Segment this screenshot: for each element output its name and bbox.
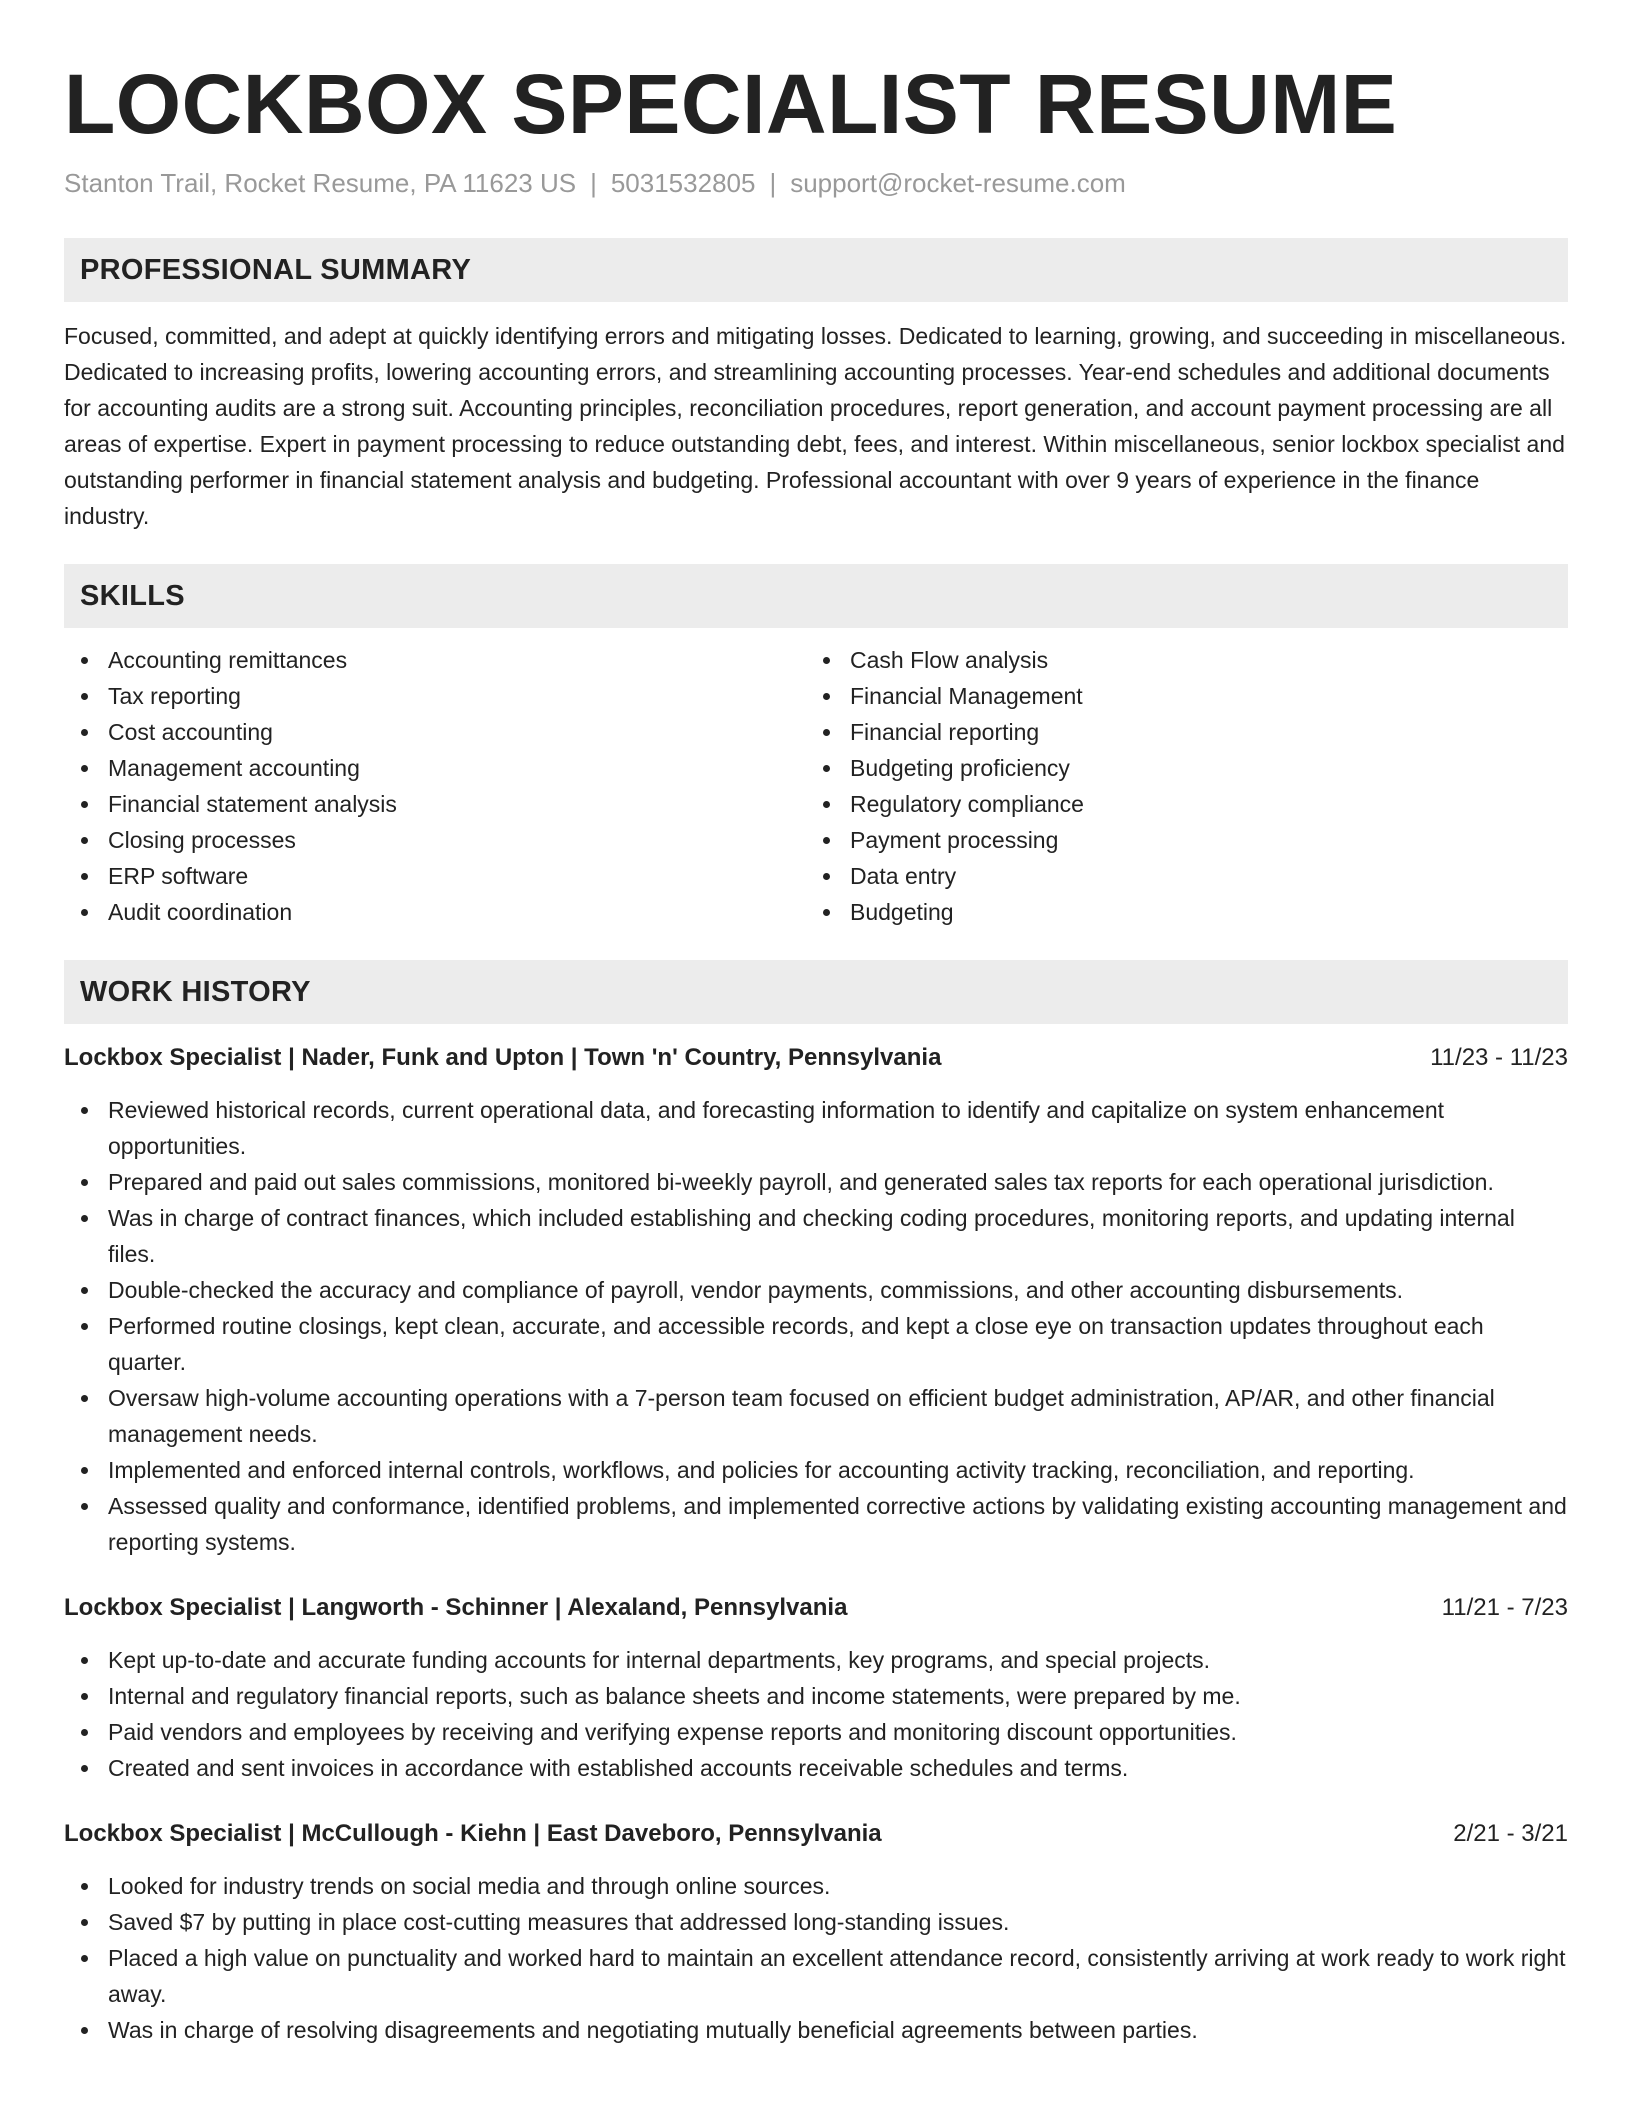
skill-item: Payment processing: [806, 822, 1548, 858]
skills-columns: [64, 642, 1568, 930]
job-bullet: Performed routine closings, kept clean, accurate, and accessible records, and kept a close eye on transaction updates throughout each quarter.: [64, 1308, 1568, 1380]
job-entry: [64, 1816, 1568, 2048]
job-bullet: Was in charge of contract finances, which included establishing and checking coding procedures, monitoring reports, and updating internal files.: [64, 1200, 1568, 1272]
work-history-heading: WORK HISTORY: [64, 960, 1568, 1024]
skill-item: Financial statement analysis: [64, 786, 806, 822]
job-bullet: Paid vendors and employees by receiving and verifying expense reports and monitoring discount opportunities.: [64, 1714, 1568, 1750]
job-bullet: Prepared and paid out sales commissions, monitored bi-weekly payroll, and generated sales tax reports for each operational jurisdiction.: [64, 1164, 1568, 1200]
job-bullet: Oversaw high-volume accounting operations with a 7-person team focused on efficient budget administration, AP/AR, and other financial management needs.: [64, 1380, 1568, 1452]
skill-item: Financial reporting: [806, 714, 1548, 750]
job-bullet: Kept up-to-date and accurate funding accounts for internal departments, key programs, and special projects.: [64, 1642, 1568, 1678]
skill-item: Data entry: [806, 858, 1548, 894]
skill-item: Budgeting proficiency: [806, 750, 1548, 786]
job-bullet: Saved $7 by putting in place cost-cutting measures that addressed long-standing issues.: [64, 1904, 1568, 1940]
skill-item: Cost accounting: [64, 714, 806, 750]
job-header: [64, 1816, 1568, 1852]
job-title: Lockbox Specialist | Langworth - Schinner | Alexaland, Pennsylvania: [64, 1594, 848, 1621]
job-bullet: Double-checked the accuracy and compliance of payroll, vendor payments, commissions, and other accounting disbursements.: [64, 1272, 1568, 1308]
job-entry: [64, 1040, 1568, 1560]
job-title: Lockbox Specialist | McCullough - Kiehn | East Daveboro, Pennsylvania: [64, 1820, 882, 1847]
contact-separator: |: [769, 168, 777, 198]
job-bullet: Looked for industry trends on social media and through online sources.: [64, 1868, 1568, 1904]
job-header: [64, 1040, 1568, 1076]
job-bullet: Created and sent invoices in accordance with established accounts receivable schedules and terms.: [64, 1750, 1568, 1786]
skill-item: Cash Flow analysis: [806, 642, 1548, 678]
skill-item: Tax reporting: [64, 678, 806, 714]
job-dates: 2/21 - 3/21: [1453, 1820, 1568, 1847]
job-entry: [64, 1590, 1568, 1786]
job-bullet-list: [64, 1868, 1568, 2048]
resume-title: LOCKBOX SPECIALIST RESUME: [64, 57, 1398, 151]
contact-email: support@rocket-resume.com: [790, 168, 1126, 198]
job-title: Lockbox Specialist | Nader, Funk and Upton | Town 'n' Country, Pennsylvania: [64, 1044, 942, 1071]
skill-item: Audit coordination: [64, 894, 806, 930]
skills-section: [64, 564, 1568, 930]
skill-item: Financial Management: [806, 678, 1548, 714]
job-bullet: Reviewed historical records, current operational data, and forecasting information to identify and capitalize on system enhancement opportunities.: [64, 1092, 1568, 1164]
skill-item: Budgeting: [806, 894, 1548, 930]
job-bullet-list: [64, 1642, 1568, 1786]
job-header: [64, 1590, 1568, 1626]
contact-separator: |: [590, 168, 597, 198]
job-bullet: Placed a high value on punctuality and worked hard to maintain an excellent attendance record, consistently arriving at work ready to work right away.: [64, 1940, 1568, 2012]
skills-heading: SKILLS: [64, 564, 1568, 628]
contact-phone: 5031532805: [610, 168, 756, 198]
skill-item: Accounting remittances: [64, 642, 806, 678]
summary-heading: PROFESSIONAL SUMMARY: [64, 238, 1568, 302]
job-bullet-list: [64, 1092, 1568, 1560]
job-dates: 11/21 - 7/23: [1441, 1594, 1568, 1621]
skill-item: Regulatory compliance: [806, 786, 1548, 822]
resume-page: [64, 0, 1568, 2048]
skills-list-right: [806, 642, 1548, 930]
job-bullet: Internal and regulatory financial reports, such as balance sheets and income statements, were prepared by me.: [64, 1678, 1568, 1714]
skills-list-left: [64, 642, 806, 930]
skill-item: Management accounting: [64, 750, 806, 786]
skill-item: Closing processes: [64, 822, 806, 858]
work-history-section: [64, 960, 1568, 2048]
summary-section: [64, 238, 1568, 534]
job-bullet: Assessed quality and conformance, identified problems, and implemented corrective actions by validating existing accounting management and reporting systems.: [64, 1488, 1568, 1560]
job-bullet: Was in charge of resolving disagreements and negotiating mutually beneficial agreements between parties.: [64, 2012, 1568, 2048]
job-bullet: Implemented and enforced internal controls, workflows, and policies for accounting activity tracking, reconciliation, and reporting.: [64, 1452, 1568, 1488]
job-dates: 11/23 - 11/23: [1430, 1044, 1568, 1071]
skill-item: ERP software: [64, 858, 806, 894]
contact-line: [64, 166, 1568, 200]
contact-address: Stanton Trail, Rocket Resume, PA 11623 US: [64, 168, 577, 198]
summary-text: Focused, committed, and adept at quickly identifying errors and mitigating losses. Dedicated to learning, growing, and succeeding in miscellaneous. Dedicated to increasing profits, lowering accounting errors, and streamlining accounting processes. Year-end schedules and additional documents for accounting audits are a strong suit. Accounting principles, reconciliation procedures, report generation, and account payment processing are all areas of expertise. Expert in payment processing to reduce outstanding debt, fees, and interest. Within miscellaneous, senior lockbox specialist and outstanding performer in financial statement analysis and budgeting. Professional accountant with over 9 years of experience in the finance industry.: [64, 323, 1567, 529]
